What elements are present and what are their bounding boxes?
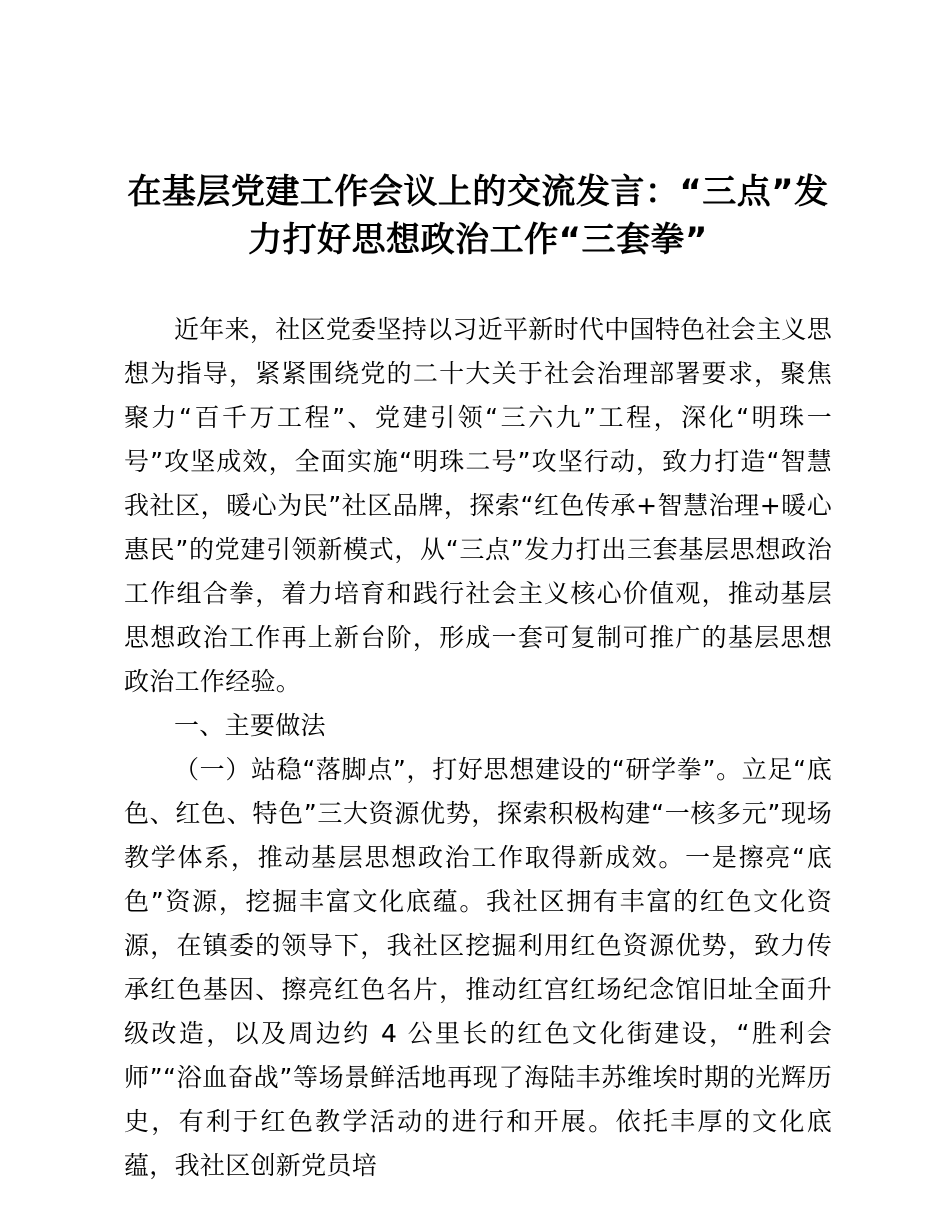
intro-paragraph: 近年来，社区党委坚持以习近平新时代中国特色社会主义思想为指导，紧紧围绕党的二十大关于社会治理部署要求，聚焦聚力“百千万工程”、党建引领“三六九”工程，深化“明珠一号”攻坚成效，全面实施“明珠二号”攻坚行动，致力打造“智慧我社区，暖心为民”社区品牌，探索“红色传承+智慧治理+暖心惠民”的党建引领新模式，从“三点”发力打出三套基层思想政治工作组合拳，着力培育和践行社会主义核心价值观，推动基层思想政治工作再上新台阶，形成一套可复制可推广的基层思想政治工作经验。 — [124, 315, 832, 696]
subsection-paragraph-1: （一）站稳“落脚点”，打好思想建设的“研学拳”。立足“底色、红色、特色”三大资源优势，探索积极构建“一核多元”现场教学体系，推动基层思想政治工作取得新成效。一是擦亮“底色”资源，挖掘丰富文化底蕴。我社区拥有丰富的红色文化资源，在镇委的领导下，我社区挖掘利用红色资源优势，致力传承红色基因、擦亮红色名片，推动红宫红场纪念馆旧址全面升级改造，以及周边约 4 公里长的红色文化街建设，“胜利会师”“浴血奋战”等场景鲜活地再现了海陆丰苏维埃时期的光辉历史，有利于红色教学活动的进行和开展。依托丰厚的文化底蕴，我社区创新党员培 — [124, 755, 832, 1180]
title-line-2: 力打好思想政治工作“三套拳” — [248, 220, 708, 260]
title-line-1: 在基层党建工作会议上的交流发言：“三点”发 — [127, 172, 829, 212]
document-body — [124, 308, 832, 1188]
section-heading-main-practices: 一、主要做法 — [174, 711, 326, 740]
document-title — [124, 168, 832, 264]
